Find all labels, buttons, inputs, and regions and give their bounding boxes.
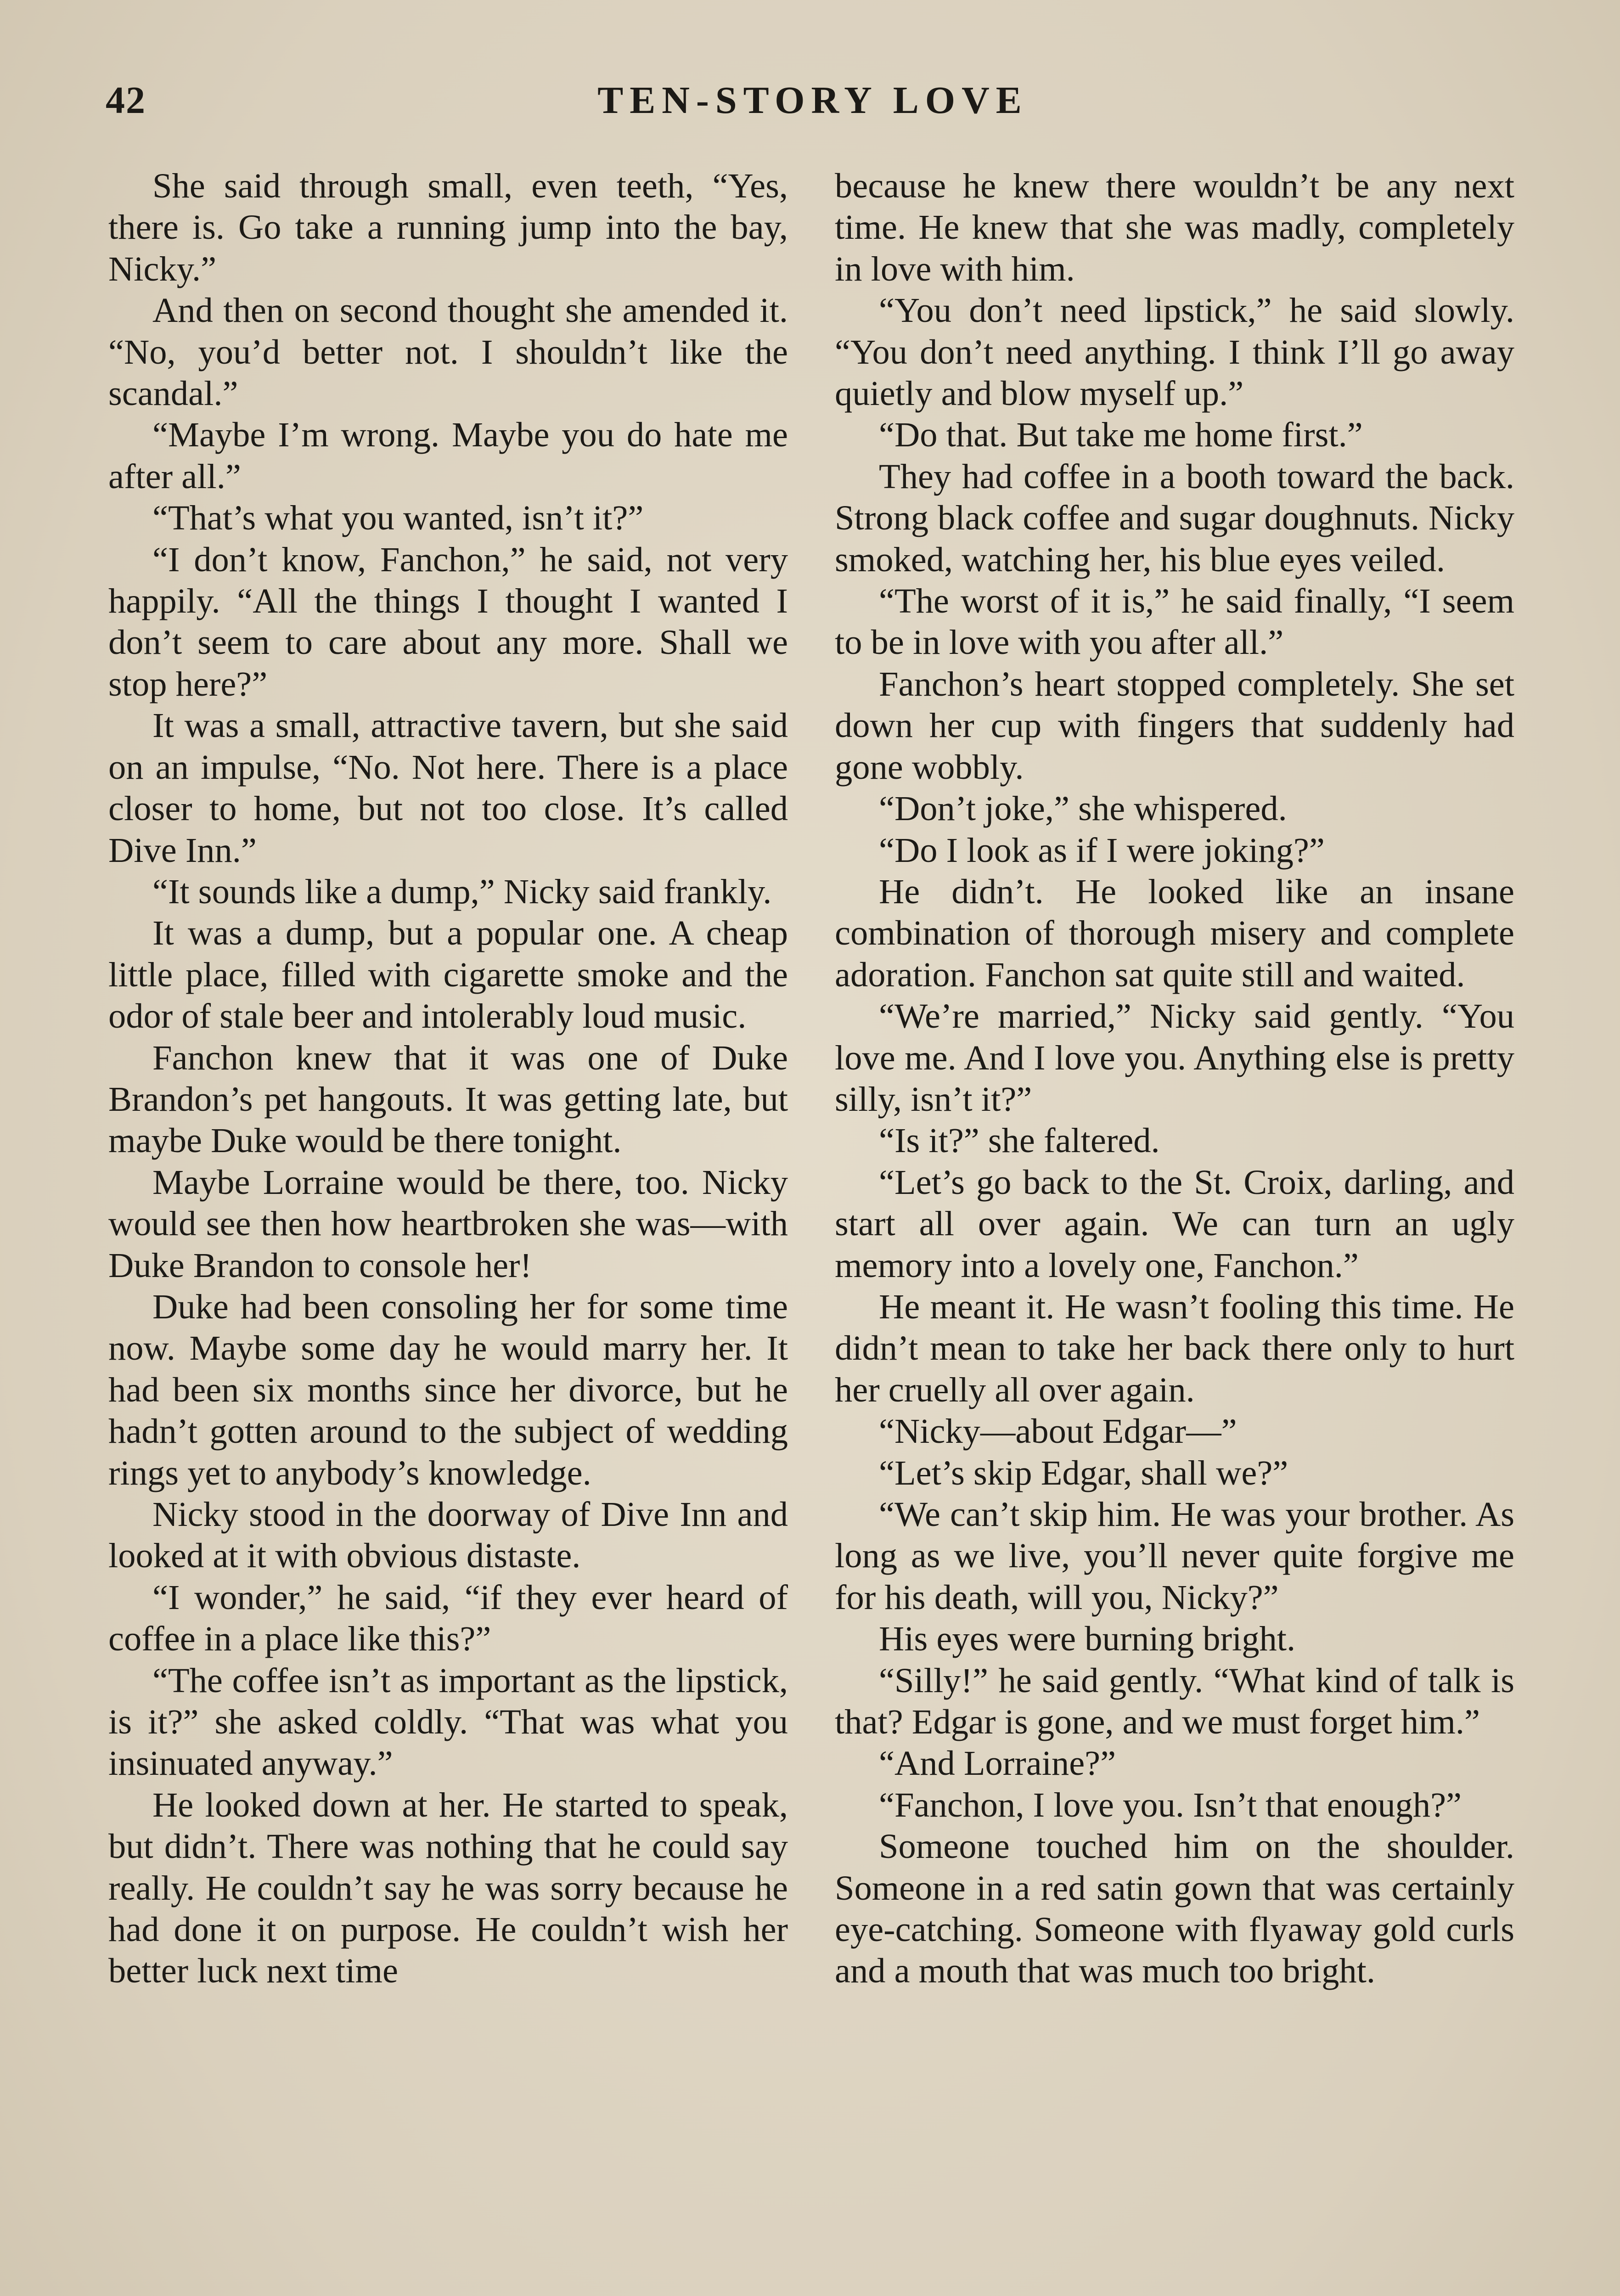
paragraph: “Fanchon, I love you. Isn’t that enough?” [879,1785,1462,1824]
left-column [108,165,788,1992]
paragraph: Someone touched him on the shoulder. Someone in a red satin gown that was certainly eye-catching. Someone with flyaway gold curls and a mouth that was much too bright. [835,1827,1514,1991]
paragraph: “I wonder,” he said, “if they ever heard of coffee in a place like this?” [108,1577,788,1659]
paragraph: Maybe Lorraine would be there, too. Nicky would see then how heartbroken she was—with Duke Brandon to console her! [108,1162,788,1285]
paragraph: It was a dump, but a popular one. A cheap little place, filled with cigarette smoke and the odor of stale beer and intolerably loud music. [108,913,788,1036]
right-column [835,165,1514,1992]
paragraph-continued: because he knew there wouldn’t be any next time. He knew that she was madly, completely in love with him. [835,166,1514,288]
paragraph: “And Lorraine?” [879,1744,1116,1783]
paragraph: “That’s what you wanted, isn’t it?” [152,498,644,538]
paragraph: Fanchon’s heart stopped completely. She set down her cup with fingers that suddenly had gone wobbly. [835,664,1514,787]
paragraph: “The coffee isn’t as important as the lipstick, is it?” she asked coldly. “That was what you insinuated anyway.” [108,1660,788,1783]
paragraph: Fanchon knew that it was one of Duke Brandon’s pet hangouts. It was getting late, but maybe Duke would be there tonight. [108,1038,788,1160]
paragraph: “Don’t joke,” she whispered. [879,789,1287,828]
paragraph: He looked down at her. He started to speak, but didn’t. There was nothing that he could say really. He couldn’t say he was sorry because he had done it on purpose. He couldn’t wish her better luck next time [108,1785,788,1991]
paragraph: Nicky stood in the doorway of Dive Inn and looked at it with obvious distaste. [108,1495,788,1576]
paragraph: “Nicky—about Edgar—” [879,1412,1237,1451]
paragraph: And then on second thought she amended it. “No, you’d better not. I shouldn’t like the scandal.” [108,291,788,413]
paragraph: He didn’t. He looked like an insane combination of thorough misery and complete adoration. Fanchon sat quite still and waited. [835,872,1514,994]
running-title: TEN-STORY LOVE [597,79,1028,122]
paragraph: It was a small, attractive tavern, but she said on an impulse, “No. Not here. There is a place closer to home, but not too close. It’s called Dive Inn.” [108,706,788,870]
paragraph: “I don’t know, Fanchon,” he said, not very happily. “All the things I thought I wanted I don’t seem to care about any more. Shall we stop here?” [108,540,788,703]
paragraph: “Is it?” she faltered. [879,1121,1160,1160]
paragraph: “The worst of it is,” he said finally, “I seem to be in love with you after all.” [835,581,1514,662]
paragraph: “Let’s go back to the St. Croix, darling, and start all over again. We can turn an ugly memory into a lovely one, Fanchon.” [835,1162,1514,1285]
paragraph: “Silly!” he said gently. “What kind of talk is that? Edgar is gone, and we must forget him.” [835,1660,1514,1742]
paragraph: “We’re married,” Nicky said gently. “You love me. And I love you. Anything else is pretty silly, isn’t it?” [835,996,1514,1119]
paragraph: He meant it. He wasn’t fooling this time. He didn’t mean to take her back there only to hurt her cruelly all over again. [835,1287,1514,1409]
paragraph: “You don’t need lipstick,” he said slowly. “You don’t need anything. I think I’ll go away quietly and blow myself up.” [835,291,1514,413]
paragraph: “Maybe I’m wrong. Maybe you do hate me after all.” [108,415,788,496]
paragraph: She said through small, even teeth, “Yes, there is. Go take a running jump into the bay, Nicky.” [108,166,788,288]
paragraph: They had coffee in a booth toward the back. Strong black coffee and sugar doughnuts. Nicky smoked, watching her, his blue eyes veiled. [835,456,1514,579]
page-number: 42 [106,79,146,122]
paragraph: “Let’s skip Edgar, shall we?” [879,1453,1288,1492]
paragraph: “Do that. But take me home first.” [879,415,1363,455]
paragraph: “We can’t skip him. He was your brother. As long as we live, you’ll never quite forgive me for his death, will you, Nicky?” [835,1495,1514,1617]
paragraph: Duke had been consoling her for some time now. Maybe some day he would marry her. It had been six months since her divorce, but he hadn’t gotten around to the subject of wedding rings yet to anybody’s knowledge. [108,1287,788,1492]
paragraph: His eyes were burning bright. [879,1619,1296,1659]
page-header [106,78,1520,129]
paragraph: “It sounds like a dump,” Nicky said frankly. [152,872,772,911]
paragraph: “Do I look as if I were joking?” [879,830,1325,870]
